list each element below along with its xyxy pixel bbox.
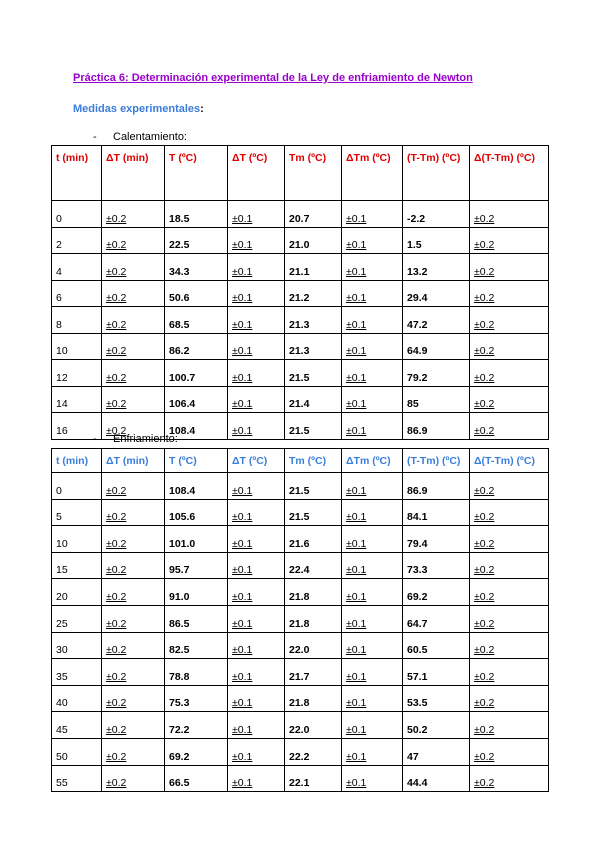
page-title: Práctica 6: Determinación experimental de la Ley de enfriamiento de Newton: [73, 72, 473, 84]
column-header: Tm (ºC): [285, 146, 342, 201]
table-cell: ±0.1: [342, 659, 403, 686]
table-cell: 21.1: [285, 254, 342, 281]
table-cell: ±0.1: [342, 413, 403, 440]
table-cell: ±0.2: [470, 738, 549, 765]
table-cell: 53.5: [403, 685, 470, 712]
table-cell: ±0.1: [228, 413, 285, 440]
table-row: [52, 579, 549, 606]
table-cell: ±0.2: [102, 473, 165, 500]
column-header: ΔT (ºC): [228, 449, 285, 473]
table-cell: ±0.1: [228, 552, 285, 579]
table-cell: ±0.2: [470, 254, 549, 281]
table-cell: ±0.2: [470, 473, 549, 500]
table-cell: 45: [52, 712, 102, 739]
table-cell: 108.4: [165, 413, 228, 440]
table-cell: ±0.2: [102, 738, 165, 765]
table-cell: 95.7: [165, 552, 228, 579]
table-cell: 22.5: [165, 227, 228, 254]
table-cell: ±0.1: [228, 685, 285, 712]
table-cell: 73.3: [403, 552, 470, 579]
table-cell: 18.5: [165, 201, 228, 228]
table-cell: 4: [52, 254, 102, 281]
table-cell: 0: [52, 473, 102, 500]
table-cell: 22.4: [285, 552, 342, 579]
table-cell: ±0.1: [342, 307, 403, 334]
table-cell: ±0.1: [228, 605, 285, 632]
column-header: (T-Tm) (ºC): [403, 449, 470, 473]
table-cell: 86.5: [165, 605, 228, 632]
table-cell: ±0.2: [470, 201, 549, 228]
table-cell: ±0.1: [342, 765, 403, 792]
table-cell: ±0.2: [102, 579, 165, 606]
table-cell: 12: [52, 360, 102, 387]
table-cell: ±0.2: [102, 333, 165, 360]
table-cell: 21.8: [285, 579, 342, 606]
table-cell: 21.8: [285, 685, 342, 712]
table-cell: 21.7: [285, 659, 342, 686]
table-cell: ±0.1: [228, 526, 285, 553]
table-cell: 50.6: [165, 280, 228, 307]
table-cell: ±0.2: [102, 526, 165, 553]
table-cell: ±0.2: [102, 386, 165, 413]
table-cell: ±0.2: [470, 227, 549, 254]
table-cell: 20: [52, 579, 102, 606]
header-row: [52, 146, 549, 201]
table-row: [52, 632, 549, 659]
table-cell: ±0.1: [228, 254, 285, 281]
table-cell: ±0.1: [228, 307, 285, 334]
section-heading-colon: :: [200, 103, 204, 115]
table-cell: ±0.1: [342, 360, 403, 387]
table-cell: ±0.1: [342, 632, 403, 659]
table-cell: 78.8: [165, 659, 228, 686]
table-row: [52, 280, 549, 307]
table-cell: ±0.2: [102, 254, 165, 281]
table-cell: 13.2: [403, 254, 470, 281]
section-heading: [73, 103, 204, 115]
table-cell: 21.2: [285, 280, 342, 307]
table-cell: ±0.1: [342, 712, 403, 739]
table-cell: 108.4: [165, 473, 228, 500]
table-cell: ±0.1: [342, 552, 403, 579]
table-cell: ±0.2: [102, 765, 165, 792]
table-cell: 86.9: [403, 473, 470, 500]
table-cell: ±0.2: [470, 605, 549, 632]
table-cell: 40: [52, 685, 102, 712]
table-cell: 68.5: [165, 307, 228, 334]
table-cell: ±0.2: [102, 360, 165, 387]
table-cell: 21.5: [285, 413, 342, 440]
table-cell: ±0.1: [342, 685, 403, 712]
table-row: [52, 765, 549, 792]
table-row: [52, 738, 549, 765]
table-cell: ±0.1: [228, 201, 285, 228]
table-cell: 22.2: [285, 738, 342, 765]
table-cell: 69.2: [165, 738, 228, 765]
table-cell: ±0.1: [228, 360, 285, 387]
table-row: [52, 201, 549, 228]
table-cell: ±0.1: [342, 738, 403, 765]
table-cell: 25: [52, 605, 102, 632]
column-header: Tm (ºC): [285, 449, 342, 473]
table-cell: 64.7: [403, 605, 470, 632]
table-cell: ±0.1: [342, 280, 403, 307]
table-cell: 64.9: [403, 333, 470, 360]
table-cell: 34.3: [165, 254, 228, 281]
table-cell: 10: [52, 526, 102, 553]
heating-table-header: [52, 146, 549, 201]
table-cell: 21.3: [285, 333, 342, 360]
table-cell: 22.1: [285, 765, 342, 792]
table-cell: ±0.1: [228, 765, 285, 792]
table-cell: 60.5: [403, 632, 470, 659]
table-row: [52, 254, 549, 281]
table-cell: 44.4: [403, 765, 470, 792]
header-row: [52, 449, 549, 473]
table-cell: -2.2: [403, 201, 470, 228]
table-cell: ±0.1: [342, 254, 403, 281]
table-cell: 85: [403, 386, 470, 413]
table-cell: ±0.2: [470, 499, 549, 526]
table-cell: ±0.2: [470, 333, 549, 360]
table-row: [52, 526, 549, 553]
table-cell: 8: [52, 307, 102, 334]
table-cell: ±0.1: [228, 659, 285, 686]
table-cell: 86.2: [165, 333, 228, 360]
column-header: ΔT (min): [102, 146, 165, 201]
bullet-dash: -: [93, 433, 97, 445]
table-cell: 57.1: [403, 659, 470, 686]
cooling-table-header: [52, 449, 549, 473]
table-cell: 1.5: [403, 227, 470, 254]
table-cell: 22.0: [285, 632, 342, 659]
table-cell: 2: [52, 227, 102, 254]
table-cell: ±0.2: [102, 227, 165, 254]
table-cell: ±0.2: [470, 386, 549, 413]
table-cell: ±0.2: [470, 765, 549, 792]
table-cell: ±0.1: [228, 579, 285, 606]
table-cell: ±0.1: [228, 632, 285, 659]
table-cell: 21.4: [285, 386, 342, 413]
table-row: [52, 333, 549, 360]
table-cell: ±0.2: [470, 659, 549, 686]
table-cell: ±0.1: [228, 712, 285, 739]
table-row: [52, 473, 549, 500]
table-cell: ±0.2: [102, 632, 165, 659]
table-cell: 10: [52, 333, 102, 360]
table-row: [52, 386, 549, 413]
table-row: [52, 605, 549, 632]
table-cell: ±0.2: [102, 552, 165, 579]
table-cell: 47: [403, 738, 470, 765]
table-cell: ±0.1: [342, 386, 403, 413]
heating-label: [93, 131, 187, 143]
table-cell: 22.0: [285, 712, 342, 739]
table-cell: ±0.1: [342, 227, 403, 254]
bullet-dash: -: [93, 131, 97, 143]
table-cell: ±0.2: [102, 605, 165, 632]
column-header: (T-Tm) (ºC): [403, 146, 470, 201]
table-cell: 29.4: [403, 280, 470, 307]
table-cell: 21.6: [285, 526, 342, 553]
table-cell: ±0.2: [102, 280, 165, 307]
table-row: [52, 499, 549, 526]
table-cell: 50: [52, 738, 102, 765]
table-cell: ±0.2: [102, 201, 165, 228]
table-cell: ±0.1: [228, 499, 285, 526]
column-header: t (min): [52, 146, 102, 201]
table-cell: 55: [52, 765, 102, 792]
table-cell: ±0.2: [102, 413, 165, 440]
table-cell: 84.1: [403, 499, 470, 526]
section-heading-text: Medidas experimentales: [73, 103, 201, 115]
table-cell: 105.6: [165, 499, 228, 526]
table-cell: ±0.1: [342, 473, 403, 500]
table-row: [52, 552, 549, 579]
table-cell: ±0.2: [102, 307, 165, 334]
table-cell: 72.2: [165, 712, 228, 739]
cooling-label-text: Enfriamiento:: [113, 433, 178, 445]
table-cell: ±0.1: [228, 333, 285, 360]
table-cell: ±0.2: [470, 280, 549, 307]
table-cell: ±0.2: [470, 413, 549, 440]
column-header: T (ºC): [165, 449, 228, 473]
table-row: [52, 659, 549, 686]
table-cell: 79.4: [403, 526, 470, 553]
table-cell: 91.0: [165, 579, 228, 606]
table-cell: ±0.2: [102, 712, 165, 739]
table-cell: ±0.1: [228, 227, 285, 254]
column-header: ΔTm (ºC): [342, 449, 403, 473]
heating-table: [51, 145, 549, 440]
table-cell: 100.7: [165, 360, 228, 387]
table-cell: ±0.1: [342, 201, 403, 228]
heating-table-body: [52, 201, 549, 440]
table-cell: ±0.2: [470, 360, 549, 387]
table-cell: 35: [52, 659, 102, 686]
table-cell: 75.3: [165, 685, 228, 712]
table-cell: ±0.2: [102, 499, 165, 526]
column-header: T (ºC): [165, 146, 228, 201]
table-cell: 30: [52, 632, 102, 659]
table-cell: 15: [52, 552, 102, 579]
table-cell: ±0.1: [228, 280, 285, 307]
table-cell: ±0.1: [228, 738, 285, 765]
table-row: [52, 360, 549, 387]
table-cell: ±0.1: [342, 499, 403, 526]
table-cell: 106.4: [165, 386, 228, 413]
table-row: [52, 685, 549, 712]
column-header: ΔT (min): [102, 449, 165, 473]
table-cell: 20.7: [285, 201, 342, 228]
column-header: t (min): [52, 449, 102, 473]
column-header: Δ(T-Tm) (ºC): [470, 449, 549, 473]
table-cell: ±0.2: [470, 552, 549, 579]
cooling-table: [51, 448, 549, 792]
table-cell: ±0.2: [470, 632, 549, 659]
table-cell: ±0.1: [342, 526, 403, 553]
table-cell: 86.9: [403, 413, 470, 440]
table-cell: ±0.2: [470, 712, 549, 739]
table-cell: ±0.1: [342, 333, 403, 360]
table-cell: 5: [52, 499, 102, 526]
table-cell: 14: [52, 386, 102, 413]
cooling-label: [93, 433, 178, 445]
table-cell: ±0.1: [342, 605, 403, 632]
table-cell: 50.2: [403, 712, 470, 739]
table-cell: 21.8: [285, 605, 342, 632]
table-cell: ±0.2: [470, 579, 549, 606]
table-cell: 21.5: [285, 473, 342, 500]
table-cell: ±0.2: [102, 685, 165, 712]
table-cell: 6: [52, 280, 102, 307]
table-cell: 21.5: [285, 360, 342, 387]
column-header: ΔTm (ºC): [342, 146, 403, 201]
table-cell: 21.3: [285, 307, 342, 334]
table-cell: 69.2: [403, 579, 470, 606]
table-cell: ±0.1: [228, 473, 285, 500]
table-cell: ±0.1: [342, 579, 403, 606]
table-cell: ±0.2: [470, 685, 549, 712]
table-cell: ±0.1: [228, 386, 285, 413]
table-cell: 66.5: [165, 765, 228, 792]
table-cell: 21.5: [285, 499, 342, 526]
table-cell: ±0.2: [470, 307, 549, 334]
table-cell: 79.2: [403, 360, 470, 387]
table-cell: 101.0: [165, 526, 228, 553]
table-cell: 21.0: [285, 227, 342, 254]
column-header: Δ(T-Tm) (ºC): [470, 146, 549, 201]
cooling-table-body: [52, 473, 549, 792]
table-cell: 0: [52, 201, 102, 228]
table-cell: 82.5: [165, 632, 228, 659]
table-cell: ±0.2: [102, 659, 165, 686]
table-row: [52, 307, 549, 334]
table-cell: 16: [52, 413, 102, 440]
heating-label-text: Calentamiento:: [113, 131, 187, 143]
table-row: [52, 227, 549, 254]
table-cell: 47.2: [403, 307, 470, 334]
table-cell: ±0.2: [470, 526, 549, 553]
column-header: ΔT (ºC): [228, 146, 285, 201]
table-row: [52, 712, 549, 739]
